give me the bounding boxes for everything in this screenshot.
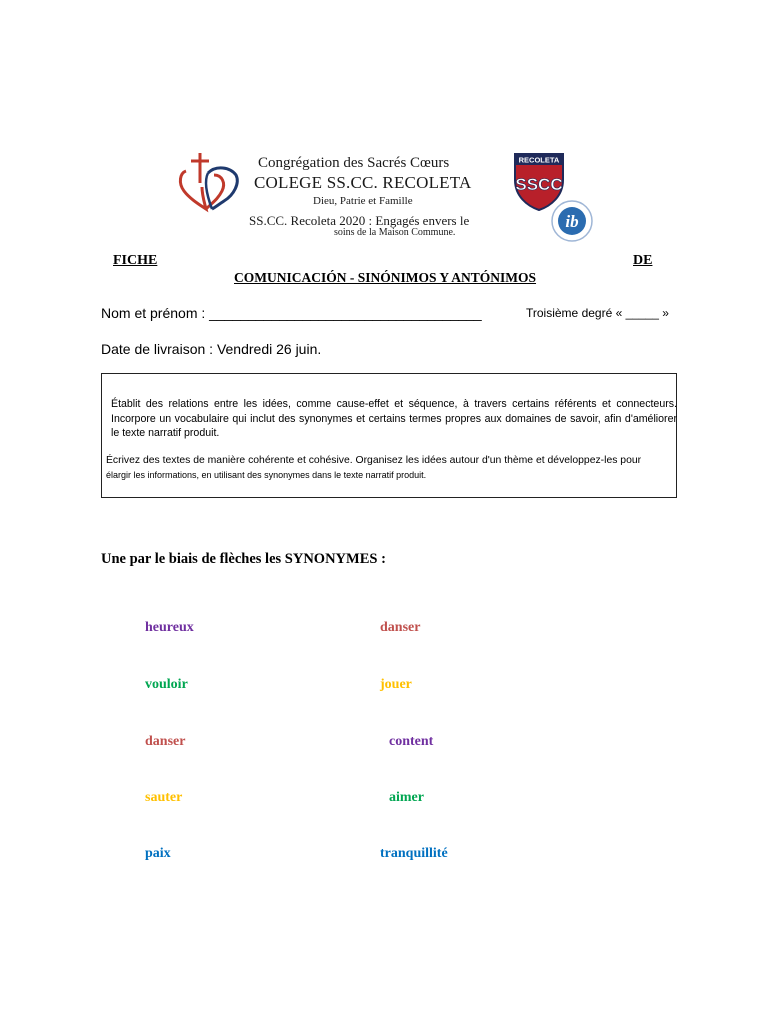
- svg-text:RECOLETA: RECOLETA: [518, 155, 560, 165]
- left-word-5[interactable]: paix: [145, 846, 171, 861]
- svg-text:ib: ib: [565, 212, 579, 231]
- right-word-1[interactable]: danser: [380, 620, 421, 635]
- congregation-hearts-logo: [178, 151, 242, 213]
- delivery-date: Date de livraison : Vendredi 26 juin.: [101, 341, 322, 357]
- course-title: COMUNICACIÓN - SINÓNIMOS Y ANTÓNIMOS: [234, 270, 537, 285]
- left-word-4[interactable]: sauter: [145, 790, 183, 805]
- grade-field: Troisième degré « _____ »: [526, 306, 669, 320]
- competence-paragraph-1: Établit des relations entre les idées, comme cause-effet et séquence, à travers certains référents et connecteurs. Incorpore un vocabulaire qui inclut des synonymes et certains termes propres aux domaines de savoir, afin d'améliorer le texte narratif produit.: [111, 398, 677, 439]
- school-slogan: SS.CC. Recoleta 2020 : Engagés envers le: [249, 213, 470, 228]
- competences-box: [101, 373, 677, 498]
- svg-text:SSCC: SSCC: [515, 175, 563, 194]
- school-name: COLEGE SS.CC. RECOLETA: [254, 173, 472, 192]
- right-word-5[interactable]: tranquillité: [380, 846, 448, 861]
- competence-paragraph-2-line-2: élargir les informations, en utilisant des synonymes dans le texte narratif produit.: [106, 470, 427, 480]
- worksheet-title-left: FICHE: [113, 253, 158, 268]
- left-word-3[interactable]: danser: [145, 734, 186, 749]
- right-word-4[interactable]: aimer: [389, 790, 424, 805]
- right-word-3[interactable]: content: [389, 734, 434, 749]
- congregation-name: Congrégation des Sacrés Cœurs: [258, 155, 450, 171]
- right-word-2[interactable]: jouer: [380, 677, 412, 692]
- competence-paragraph-2-line-1: Écrivez des textes de manière cohérente et cohésive. Organisez les idées autour d'un thème et développez-les pour: [106, 455, 642, 466]
- school-slogan-continued: soins de la Maison Commune.: [334, 227, 456, 238]
- school-motto: Dieu, Patrie et Famille: [313, 195, 413, 207]
- worksheet-title-right: DE: [633, 253, 653, 268]
- left-word-1[interactable]: heureux: [145, 620, 194, 635]
- competence-paragraph-2: [106, 454, 678, 483]
- exercise-instruction: Une par le biais de flèches les SYNONYMES :: [101, 551, 386, 567]
- student-name-field: Nom et prénom : ___________________________________: [101, 305, 482, 321]
- left-word-2[interactable]: vouloir: [145, 677, 188, 692]
- ib-world-school-logo: [548, 199, 596, 243]
